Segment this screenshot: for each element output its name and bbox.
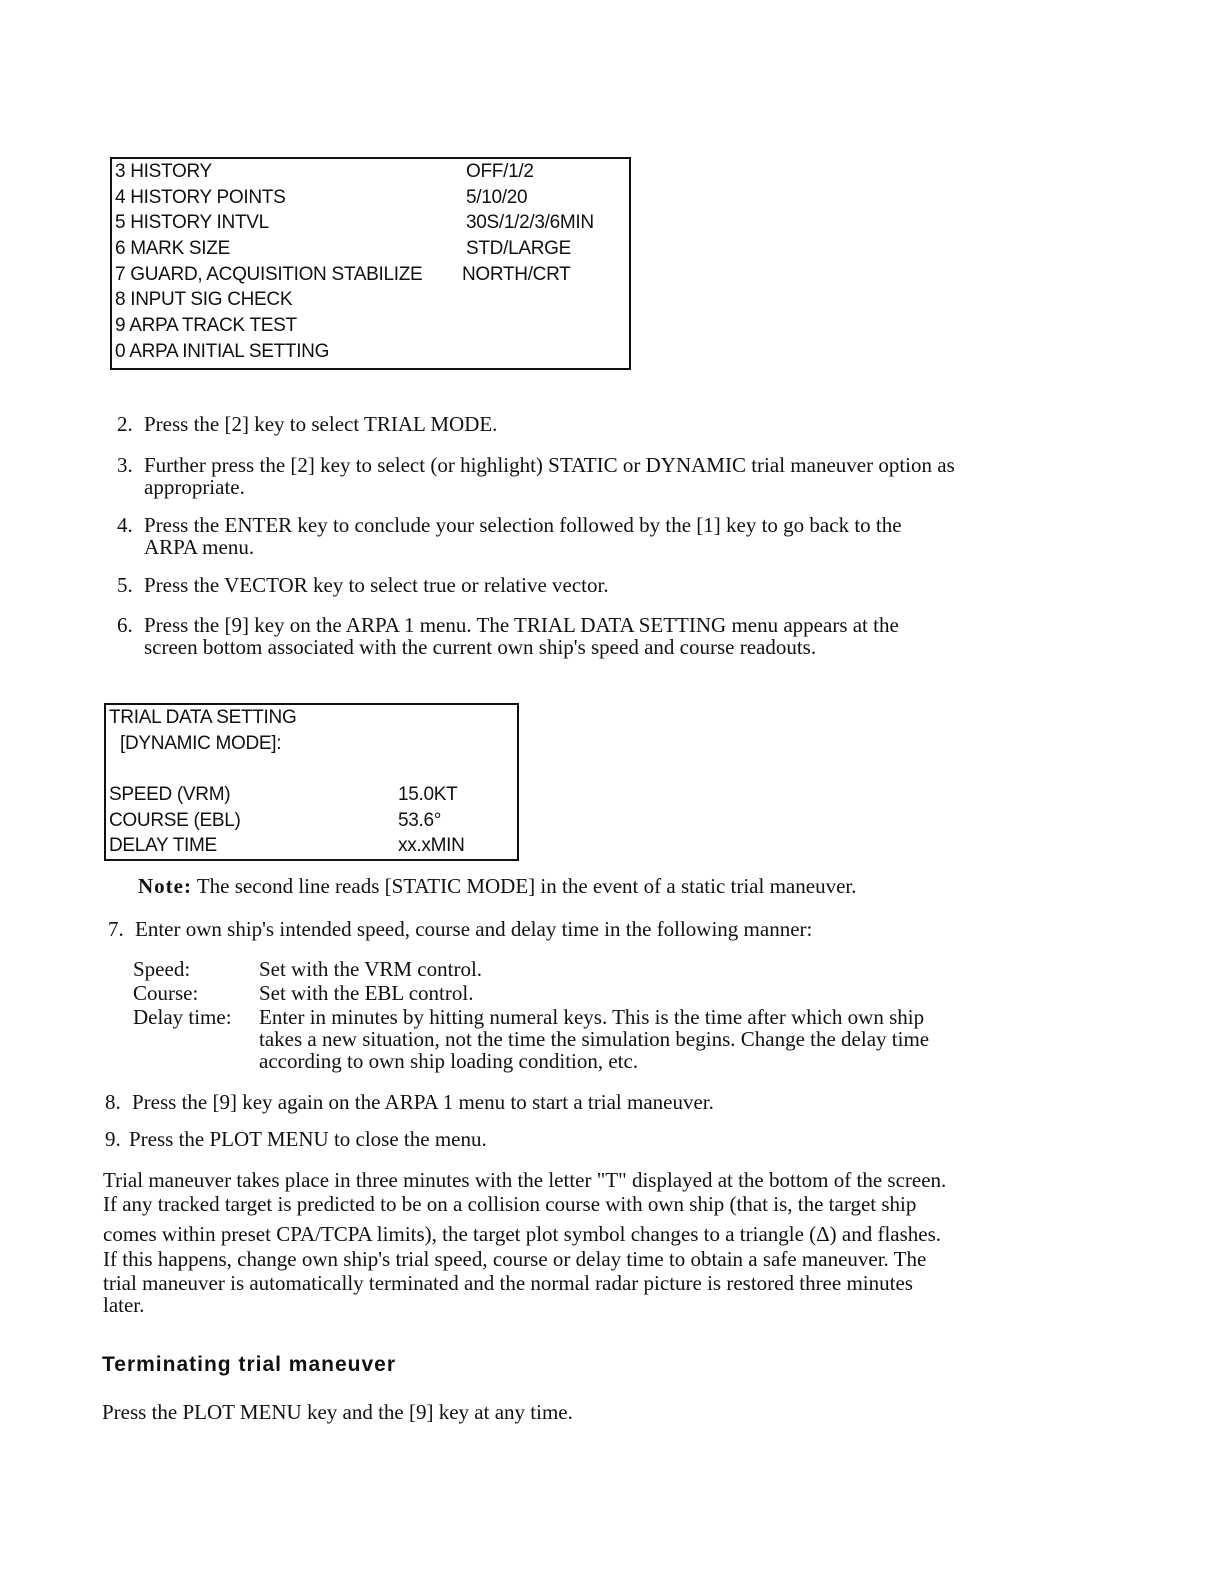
paragraph-line: If any tracked target is predicted to be on a collision course with own ship (that is, the target ship (103, 1192, 917, 1216)
menu-item-label: 5 HISTORY INTVL (115, 212, 269, 234)
trial-row (106, 782, 517, 808)
paragraph-line: Trial maneuver takes place in three minutes with the letter "T" displayed at the bottom of the screen. (103, 1168, 947, 1192)
paragraph-line: trial maneuver is automatically terminated and the normal radar picture is restored three minutes (103, 1271, 913, 1295)
menu-row (112, 262, 629, 288)
menu-item-value: STD/LARGE (466, 238, 571, 260)
menu-row (112, 159, 629, 185)
trial-box-mode-text: [DYNAMIC MODE]: (120, 732, 282, 754)
menu-row (112, 236, 629, 262)
definition-term: Speed: (133, 957, 191, 981)
trial-row-value: xx.xMIN (398, 835, 465, 857)
trial-data-setting-box (104, 703, 519, 861)
section-heading: Terminating trial maneuver (102, 1353, 397, 1376)
menu-row (112, 313, 629, 339)
definition-desc: takes a new situation, not the time the simulation begins. Change the delay time (259, 1027, 930, 1051)
paragraph-line: later. (103, 1293, 145, 1317)
menu-item-label: 3 HISTORY (115, 161, 212, 182)
menu-item-label: 0 ARPA INITIAL SETTING (115, 340, 330, 362)
step-text: appropriate. (144, 475, 245, 499)
menu-item-value: OFF/1/2 (466, 161, 534, 182)
step-text: Press the ENTER key to conclude your selection followed by the [1] key to go back to the (144, 513, 902, 537)
definition-desc: Enter in minutes by hitting numeral keys. This is the time after which own ship (259, 1005, 925, 1029)
step-text: Press the VECTOR key to select true or relative vector. (144, 573, 609, 597)
step-number: 3. (117, 453, 133, 477)
trial-row-value: 15.0KT (398, 784, 458, 806)
step-text: Press the [9] key again on the ARPA 1 menu to start a trial maneuver. (132, 1090, 714, 1114)
step-text: Press the [2] key to select TRIAL MODE. (144, 412, 498, 436)
spacer-row (106, 756, 517, 782)
menu-row (112, 210, 629, 236)
definition-desc: Set with the EBL control. (259, 981, 474, 1005)
menu-item-label: 4 HISTORY POINTS (115, 186, 286, 208)
step-text: Press the PLOT MENU to close the menu. (129, 1127, 487, 1151)
note (138, 874, 856, 898)
menu-item-value: NORTH/CRT (462, 263, 571, 285)
step-number: 5. (117, 573, 133, 597)
note-label: Note: (138, 874, 192, 898)
step-text: Press the [9] key on the ARPA 1 menu. The TRIAL DATA SETTING menu appears at the (144, 613, 899, 637)
step-number: 9. (105, 1127, 121, 1151)
step-number: 6. (117, 613, 133, 637)
definition-term: Course: (133, 981, 199, 1005)
step-text: Further press the [2] key to select (or highlight) STATIC or DYNAMIC trial maneuver option as (144, 453, 955, 477)
trial-box-title (106, 705, 517, 731)
trial-row-label: SPEED (VRM) (109, 784, 231, 806)
menu-item-label: 8 INPUT SIG CHECK (115, 289, 293, 311)
menu-item-label: 9 ARPA TRACK TEST (115, 315, 297, 337)
trial-row-label: DELAY TIME (109, 835, 217, 857)
trial-row-value: 53.6° (398, 809, 442, 831)
trial-row (106, 808, 517, 834)
step-text: ARPA menu. (144, 535, 255, 559)
step-number: 4. (117, 513, 133, 537)
note-text: The second line reads [STATIC MODE] in the event of a static trial maneuver. (191, 874, 857, 898)
menu-item-value: 30S/1/2/3/6MIN (466, 212, 594, 234)
paragraph-line: comes within preset CPA/TCPA limits), the target plot symbol changes to a triangle (Δ) and flashes. (103, 1222, 942, 1246)
trial-box-title-text: TRIAL DATA SETTING (109, 707, 297, 728)
step-text: screen bottom associated with the current own ship's speed and course readouts. (144, 635, 817, 659)
step-number: 2. (117, 412, 133, 436)
step-number: 7. (108, 917, 124, 941)
definition-term: Delay time: (133, 1005, 232, 1029)
section-text: Press the PLOT MENU key and the [9] key at any time. (102, 1400, 573, 1424)
menu-item-label: 7 GUARD, ACQUISITION STABILIZE (115, 263, 423, 285)
menu-row (112, 185, 629, 211)
step-number: 8. (105, 1090, 121, 1114)
trial-box-mode (106, 731, 517, 757)
menu-item-value: 5/10/20 (466, 186, 528, 208)
step-text: Enter own ship's intended speed, course and delay time in the following manner: (135, 917, 813, 941)
arpa-menu-box (110, 157, 631, 370)
menu-row (112, 287, 629, 313)
paragraph-line: If this happens, change own ship's trial speed, course or delay time to obtain a safe maneuver. The (103, 1247, 927, 1271)
menu-row (112, 339, 629, 365)
definition-desc: according to own ship loading condition, etc. (259, 1049, 639, 1073)
trial-row-label: COURSE (EBL) (109, 809, 241, 831)
trial-row (106, 833, 517, 859)
menu-item-label: 6 MARK SIZE (115, 238, 230, 260)
definition-desc: Set with the VRM control. (259, 957, 483, 981)
